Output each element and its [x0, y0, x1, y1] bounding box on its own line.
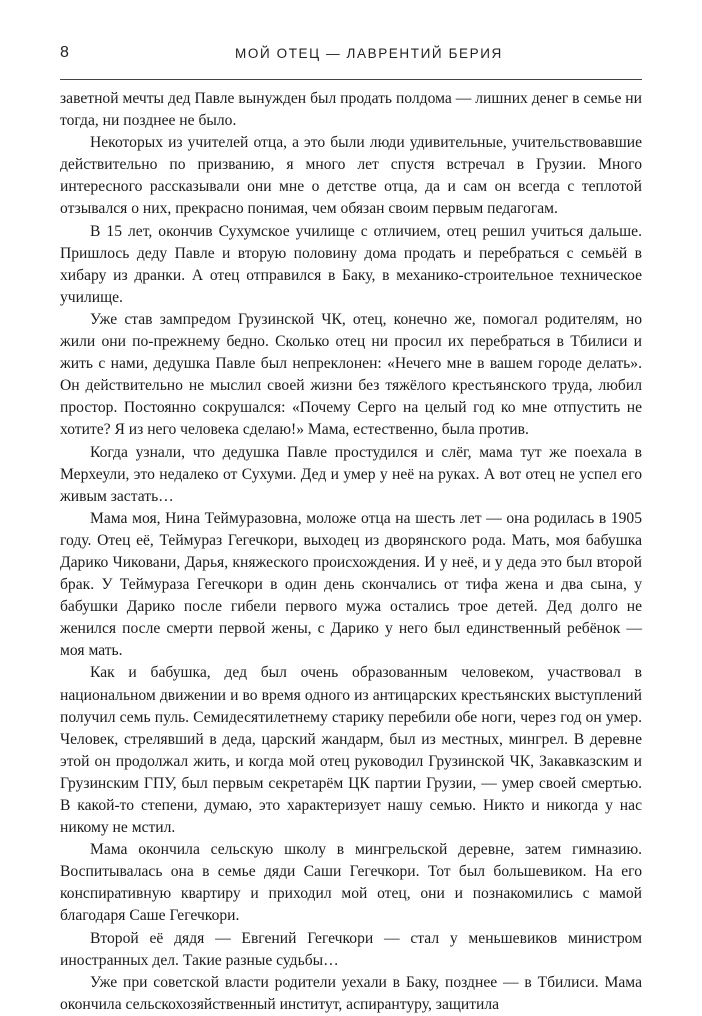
paragraph: Мама окончила сельскую школу в мингрельской деревне, затем гимназию. Воспитывалась она в семье дяди Саши Гегечкори. Тот был большевиком. На его конспиративную квартиру и приходил мой отец, они и познакомились с мамой благодаря Саше Гегечкори.: [60, 841, 642, 925]
header-rule: [60, 79, 642, 80]
paragraph: Второй её дядя — Евгений Гегечкори — стал у меньшевиков министром иностранных дел. Такие разные судьбы…: [60, 929, 642, 969]
page-number: 8: [60, 44, 69, 61]
paragraph: Как и бабушка, дед был очень образованным человеком, участвовал в национальном движении и во время одного из антицарских крестьянских выступлений получил семь пуль. Семидесятилетнему старику перебили обе ноги, через год он умер. Человек, стрелявший в деда, царский жандарм, был из местных, мингрел. В деревне этой он продолжал жить, и когда мой отец руководил Грузинской ЧК, Закавказским и Грузинским ГПУ, был первым секретарём ЦК партии Грузии, — умер своей смертью. В какой-то степени, думаю, это характеризует нашу семью. Никто и никогда у нас никому не мстил.: [60, 664, 642, 837]
paragraph: В 15 лет, окончив Сухумское училище с отличием, отец решил учиться дальше. Пришлось деду Павле и вторую половину дома продать и перебраться с семьёй в хибару из дранки. А отец отправился в Баку, в механико-строительное техническое училище.: [60, 222, 642, 306]
paragraph: Некоторых из учителей отца, а это были люди удивительные, учительствовавшие действительно по призванию, я много лет спустя встречал в Грузии. Много интересного рассказывали они мне о детстве отца, да и сам он всегда с теплотой отзывался о них, прекрасно понимая, чем обязан своим первым педагогам.: [60, 134, 642, 218]
page-header: [60, 44, 642, 68]
body-text: [60, 88, 642, 1016]
paragraph: Уже при советской власти родители уехали в Баку, позднее — в Тбилиси. Мама окончила сельскохозяйственный институт, аспирантуру, защитила: [60, 973, 642, 1013]
paragraph: Мама моя, Нина Теймуразовна, моложе отца на шесть лет — она родилась в 1905 году. Отец её, Теймураз Гегечкори, выходец из дворянского рода. Мать, моя бабушка Дарико Чиковани, Дарья, княжеского происхождения. И у неё, и у деда это был второй брак. У Теймураза Гегечкори в один день скончались от тифа жена и два сына, у бабушки Дарико после гибели первого мужа остались трое детей. Дед долго не женился после смерти первой жены, с Дарико у него был единственный ребёнок — моя мать.: [60, 509, 642, 660]
paragraph: Когда узнали, что дедушка Павле простудился и слёг, мама тут же поехала в Мерхеули, это недалеко от Сухуми. Дед и умер у неё на руках. А вот отец не успел его живым застать…: [60, 443, 642, 505]
paragraph: заветной мечты дед Павле вынужден был продать полдома — лишних денег в семье ни тогда, ни позднее не было.: [60, 90, 642, 130]
running-title: МОЙ ОТЕЦ — ЛАВРЕНТИЙ БЕРИЯ: [235, 46, 503, 61]
paragraph: Уже став зампредом Грузинской ЧК, отец, конечно же, помогал родителям, но жили они по-прежнему бедно. Сколько отец ни просил их перебраться в Тбилиси и жить с нами, дедушка Павле был непреклонен: «Нечего мне в вашем городе делать». Он действительно не мыслил своей жизни без тяжёлого крестьянского труда, любил простор. Постоянно сокрушался: «Почему Серго на целый год ко мне отпустить не хотите? Я из него человека сделаю!» Мама, естественно, была против.: [60, 310, 642, 439]
